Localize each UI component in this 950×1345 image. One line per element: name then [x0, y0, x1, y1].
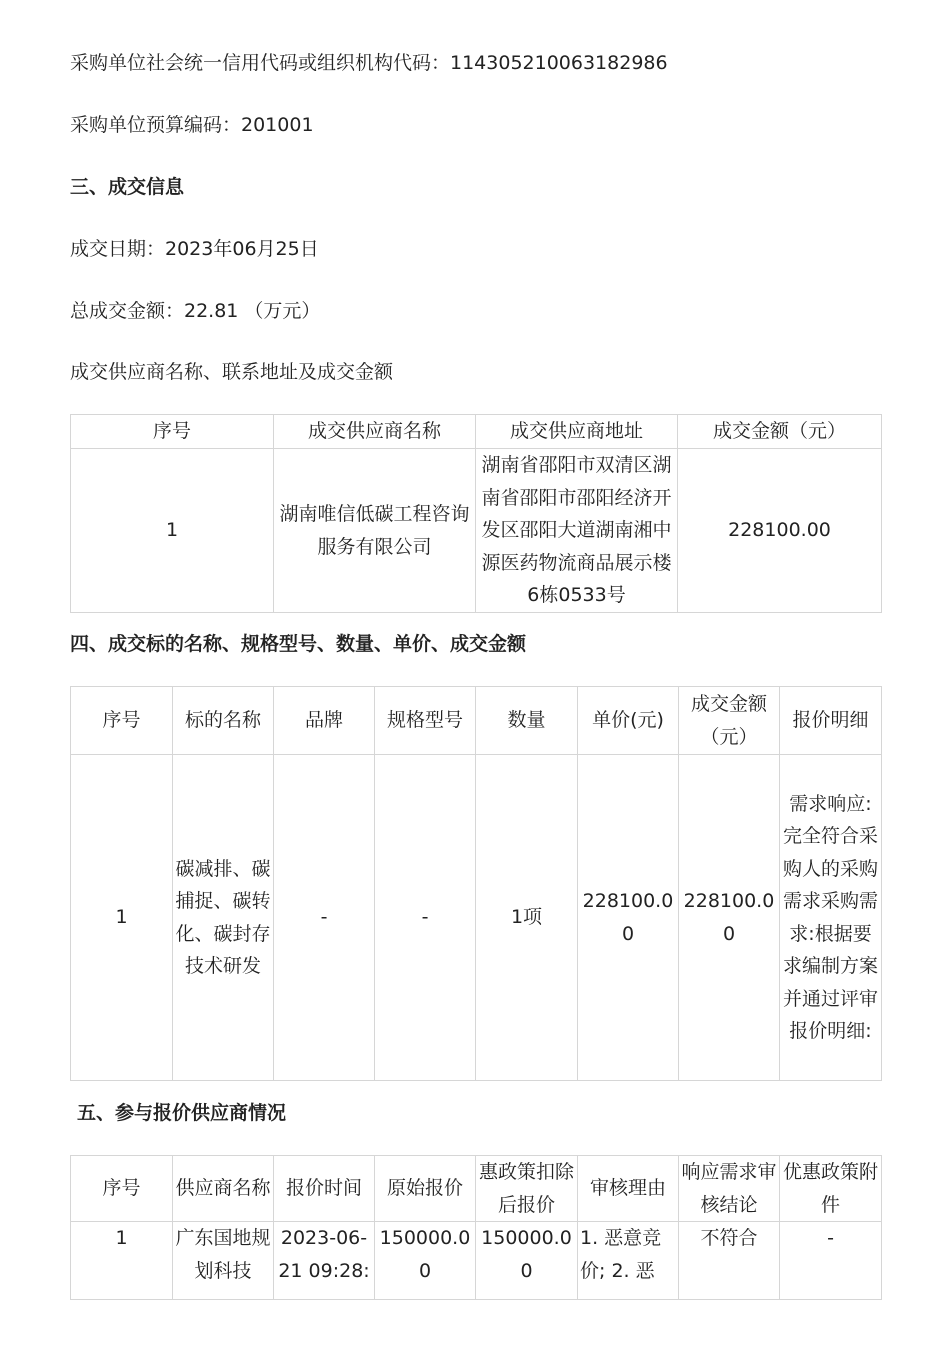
col-header: 报价明细	[780, 687, 882, 755]
supplier-name: 湖南唯信低碳工程咨询服务有限公司	[274, 449, 476, 613]
row-index: 1	[71, 1222, 173, 1300]
buyer-credit-code: 采购单位社会统一信用代码或组织机构代码：114305210063182986	[70, 52, 668, 74]
col-header: 报价时间	[274, 1156, 375, 1222]
item-model: -	[375, 755, 476, 1081]
section5-title: 五、参与报价供应商情况	[77, 1102, 287, 1124]
supplier-table	[70, 414, 882, 613]
item-unit-price: 228100.00	[578, 755, 679, 1081]
row-index: 1	[71, 449, 274, 613]
col-header: 标的名称	[173, 687, 274, 755]
policy-attachment: -	[780, 1222, 882, 1300]
col-header: 优惠政策附件	[780, 1156, 882, 1222]
col-header: 响应需求审核结论	[679, 1156, 780, 1222]
table-row	[71, 449, 882, 613]
row-index: 1	[71, 755, 173, 1081]
buyer-budget-code: 采购单位预算编码：201001	[70, 114, 314, 136]
deal-date: 成交日期：2023年06月25日	[70, 238, 319, 260]
deal-total: 总成交金额：22.81 （万元）	[70, 300, 321, 322]
bidder-name: 广东国地规划科技	[173, 1222, 274, 1300]
col-header: 供应商名称	[173, 1156, 274, 1222]
col-header: 单价(元)	[578, 687, 679, 755]
item-quantity: 1项	[476, 755, 578, 1081]
table-row	[71, 755, 882, 1081]
col-header: 成交供应商名称	[274, 415, 476, 449]
review-reason: 1. 恶意竞价; 2. 恶	[578, 1222, 679, 1300]
col-header: 数量	[476, 687, 578, 755]
original-bid: 150000.00	[375, 1222, 476, 1300]
col-header: 序号	[71, 687, 173, 755]
item-name: 碳减排、碳捕捉、碳转化、碳封存技术研发	[173, 755, 274, 1081]
item-brand: -	[274, 755, 375, 1081]
col-header: 成交金额（元）	[678, 415, 882, 449]
bid-time: 2023-06-21 09:28:	[274, 1222, 375, 1300]
supplier-address: 湖南省邵阳市双清区湖南省邵阳市邵阳经济开发区邵阳大道湖南湘中源医药物流商品展示楼6栋0533号	[476, 449, 678, 613]
section4-title: 四、成交标的名称、规格型号、数量、单价、成交金额	[70, 633, 527, 655]
deal-amount: 228100.00	[678, 449, 882, 613]
supplier-caption: 成交供应商名称、联系地址及成交金额	[70, 361, 394, 383]
col-header: 原始报价	[375, 1156, 476, 1222]
bid-after-policy: 150000.00	[476, 1222, 578, 1300]
col-header: 品牌	[274, 687, 375, 755]
col-header: 规格型号	[375, 687, 476, 755]
col-header: 成交供应商地址	[476, 415, 678, 449]
col-header: 序号	[71, 415, 274, 449]
table-row	[71, 1222, 882, 1300]
col-header: 惠政策扣除后报价	[476, 1156, 578, 1222]
col-header: 成交金额（元）	[679, 687, 780, 755]
section3-title: 三、成交信息	[70, 176, 185, 198]
item-table	[70, 686, 882, 1081]
item-quote-detail: 需求响应:完全符合采购人的采购需求采购需求:根据要求编制方案并通过评审报价明细:	[780, 755, 882, 1081]
item-amount: 228100.00	[679, 755, 780, 1081]
review-conclusion: 不符合	[679, 1222, 780, 1300]
col-header: 序号	[71, 1156, 173, 1222]
col-header: 审核理由	[578, 1156, 679, 1222]
bidder-table	[70, 1155, 882, 1300]
